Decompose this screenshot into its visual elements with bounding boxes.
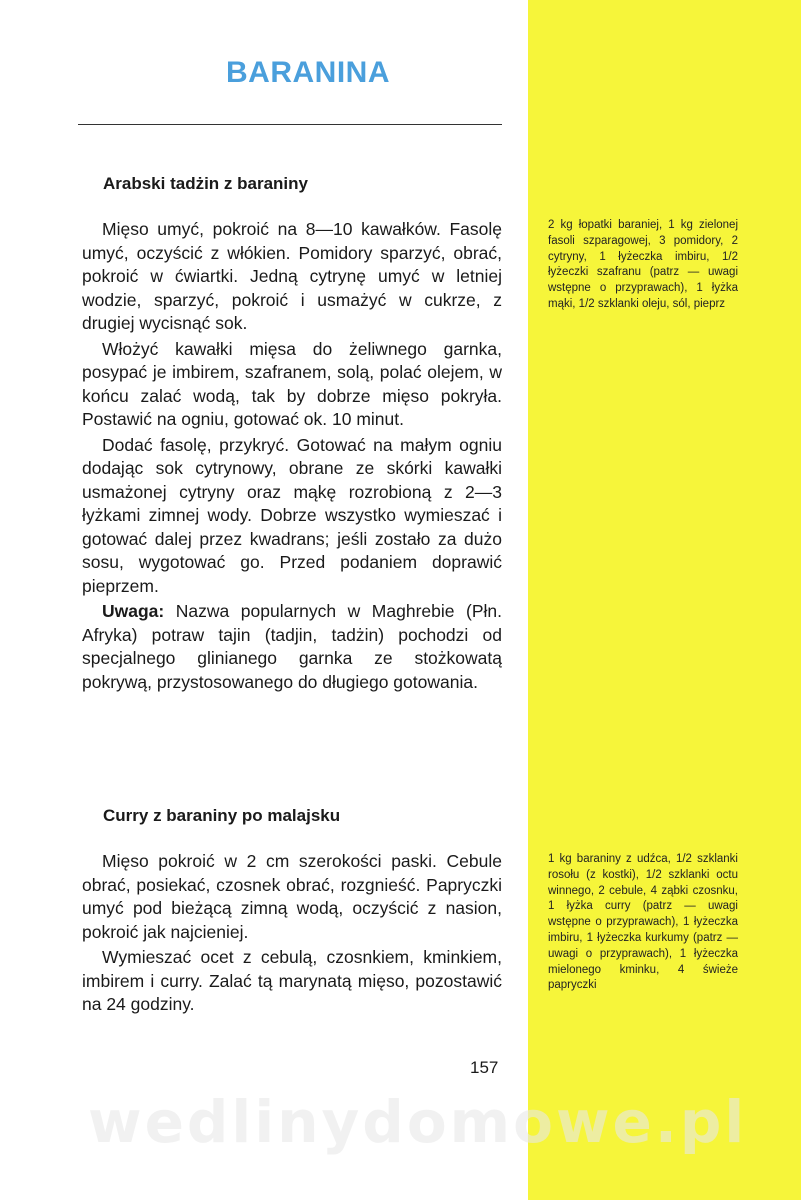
recipe-title-1: Arabski tadżin z baraniny xyxy=(103,174,308,193)
watermark-text: wedlinydomowe.pl xyxy=(88,1088,748,1156)
recipe-1-note xyxy=(82,600,502,694)
recipe-body-1 xyxy=(82,218,502,696)
recipe-body-2 xyxy=(82,850,502,1019)
recipe-1-paragraph-1: Mięso umyć, pokroić na 8—10 kawałków. Fasolę umyć, oczyścić z włókien. Pomidory sparzyć, obrać, pokroić w ćwiartki. Jedną cytrynę umyć w letniej wodzie, sparzyć, pokroić i usmażyć w cukrze, z drugiej wycisnąć sok. xyxy=(82,219,502,333)
note-label: Uwaga: xyxy=(102,601,165,621)
recipe-1-paragraph-2: Włożyć kawałki mięsa do żeliwnego garnka, posypać je imbirem, szafranem, solą, polać olejem, w końcu zalać wodą, tak by dobrze mięso pokryła. Postawić na ogniu, gotować ok. 10 minut. xyxy=(82,338,502,429)
page-number: 157 xyxy=(470,1058,499,1077)
yellow-side-band xyxy=(528,0,801,1200)
ingredients-recipe-2: 1 kg baraniny z udźca, 1/2 szklanki rosołu (z kostki), 1/2 szklanki octu winnego, 2 cebule, 4 ząbki czosnku, 1 łyżka curry (patrz — uwagi wstępne o przyprawach), 1 łyżeczka imbiru, 1 łyżeczka kurkumy (patrz — uwagi o przyprawach), 1 łyżeczka mielonego kminku, 4 świeże papryczki xyxy=(548,853,738,992)
ingredients-recipe-1: 2 kg łopatki baraniej, 1 kg zielonej fasoli szparagowej, 3 pomidory, 2 cytryny, 1 łyżeczka imbiru, 1/2 łyżeczki szafranu (patrz — uwagi wstępne o przyprawach), 1 łyżka mąki, 1/2 szklanki oleju, sól, pieprz xyxy=(548,219,738,310)
title-divider xyxy=(78,124,502,125)
recipe-2-paragraph-2: Wymieszać ocet z cebulą, czosnkiem, kminkiem, imbirem i curry. Zalać tą marynatą mięso, pozostawić na 24 godziny. xyxy=(82,947,502,1014)
recipe-1-paragraph-3: Dodać fasolę, przykryć. Gotować na małym ogniu dodając sok cytrynowy, obrane ze skórki kawałki usmażonej cytryny oraz mąkę rozrobioną z 2—3 łyżkami zimnej wody. Dobrze wszystko wymieszać i gotować dalej przez kwadrans; jeśli zostało za dużo sosu, wygotować go. Przed podaniem doprawić pieprzem. xyxy=(82,434,502,596)
recipe-title-2: Curry z baraniny po malajsku xyxy=(103,806,341,825)
chapter-title: BARANINA xyxy=(226,56,390,89)
recipe-2-paragraph-1: Mięso pokroić w 2 cm szerokości paski. Cebule obrać, posiekać, czosnek obrać, rozgnieść. Papryczki umyć pod bieżącą zimną wodą, oczyścić z nasion, pokroić jak najcieniej. xyxy=(82,851,502,942)
note-text: Nazwa popularnych w Maghrebie (Płn. Afryka) potraw tajin (tadjin, tadżin) pochodzi od specjalnego glinianego garnka ze stożkowatą pokrywą, przystosowanego do długiego gotowania. xyxy=(82,601,502,692)
